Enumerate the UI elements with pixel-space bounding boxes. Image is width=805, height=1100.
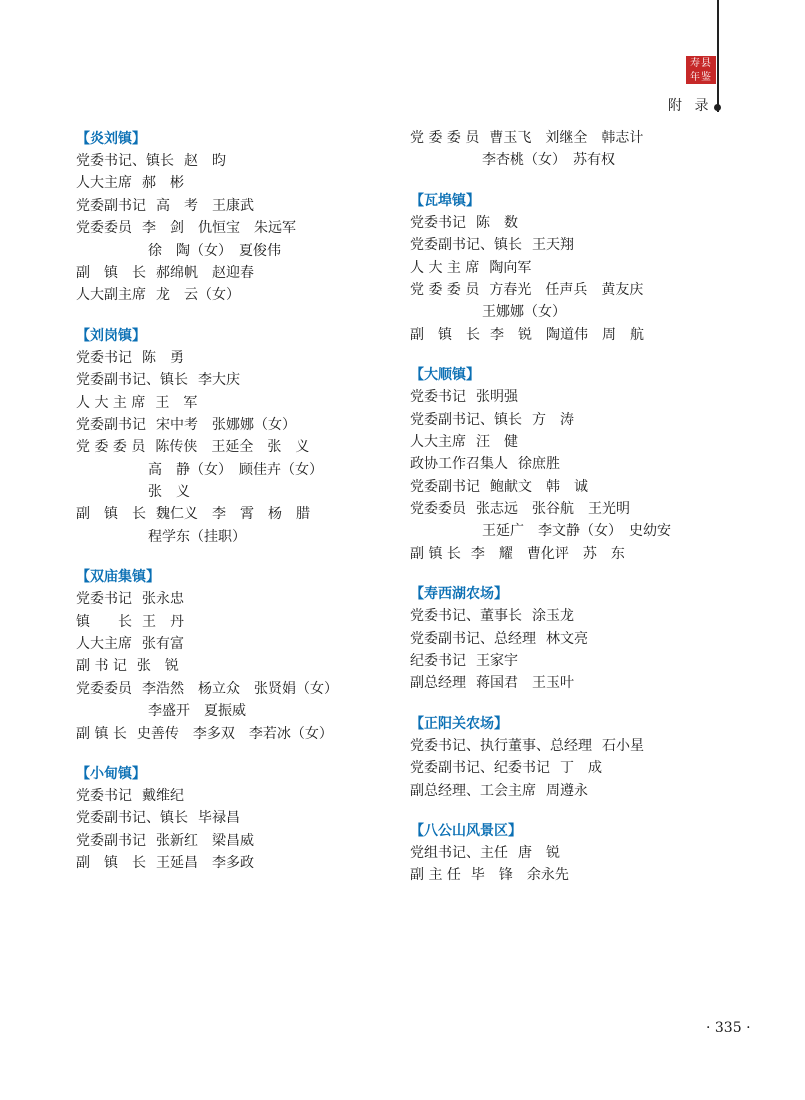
org-section — [410, 820, 740, 887]
person-names: 毕 锋 余永先 — [470, 867, 569, 884]
section-title: 【小甸镇】 — [76, 765, 146, 782]
person-names: 唐 锐 — [518, 844, 560, 861]
personnel-line — [76, 852, 406, 874]
person-names: 蒋国君 王玉叶 — [476, 675, 574, 692]
personnel-line — [76, 369, 406, 391]
org-section — [410, 364, 740, 565]
position-title: 党 委 委 员 — [410, 130, 480, 146]
person-names: 汪 健 — [476, 433, 518, 450]
position-title: 党委书记 — [410, 389, 466, 406]
org-section — [76, 325, 406, 549]
personnel-line — [410, 234, 740, 256]
personnel-line — [76, 678, 406, 700]
personnel-line — [410, 431, 740, 453]
personnel-line — [76, 217, 406, 239]
position-title: 人大副主席 — [76, 287, 146, 304]
personnel-line — [76, 284, 406, 306]
personnel-line — [76, 392, 406, 414]
person-names: 龙 云（女） — [156, 287, 240, 304]
position-title: 副 镇 长 — [76, 855, 146, 872]
position-title: 党委书记、董事长 — [410, 608, 522, 625]
position-title: 副 书 记 — [76, 658, 127, 675]
position-title: 副 镇 长 — [76, 506, 146, 523]
position-title: 党委副书记 — [76, 197, 146, 214]
personnel-line — [410, 257, 740, 279]
section-title: 【炎刘镇】 — [76, 131, 146, 147]
position-title: 纪委书记 — [410, 653, 466, 670]
org-section — [410, 190, 740, 346]
personnel-line — [76, 633, 406, 655]
section-title: 【正阳关农场】 — [410, 715, 508, 732]
section-title: 【八公山风景区】 — [410, 822, 522, 839]
position-title: 党委委员 — [410, 501, 466, 518]
person-names: 李 锐 陶道伟 周 航 — [490, 326, 644, 343]
personnel-line — [76, 503, 406, 525]
person-names: 鲍献文 韩 诚 — [490, 478, 588, 495]
position-title: 副总经理 — [410, 675, 466, 692]
personnel-line — [76, 723, 406, 745]
position-title: 人 大 主 席 — [76, 394, 146, 411]
person-names: 高 考 王康武 — [156, 197, 254, 214]
position-title: 党委副书记、镇长 — [76, 372, 188, 389]
person-names: 石小星 — [602, 737, 644, 754]
position-title: 党委书记 — [410, 214, 466, 231]
running-title: 附 录 — [668, 98, 713, 114]
position-title: 党委书记、执行董事、总经理 — [410, 737, 592, 754]
personnel-line — [410, 324, 740, 346]
org-section — [410, 583, 740, 695]
person-names: 陈 勇 — [142, 349, 184, 366]
person-names: 方 涛 — [532, 411, 574, 428]
personnel-line — [76, 655, 406, 677]
org-section — [76, 566, 406, 745]
continuation-line: 王延广 李文静（女） 史幼安 — [482, 523, 671, 540]
person-names: 史善传 李多双 李若冰（女） — [136, 725, 333, 742]
section-title: 【双庙集镇】 — [76, 569, 160, 586]
position-title: 副 镇 长 — [76, 725, 127, 742]
person-names: 宋中考 张娜娜（女） — [156, 416, 296, 433]
person-names: 毕禄昌 — [198, 810, 240, 827]
personnel-line — [410, 476, 740, 498]
personnel-line — [410, 409, 740, 431]
person-names: 丁 成 — [560, 760, 602, 777]
person-names: 徐庶胜 — [518, 456, 560, 473]
personnel-line — [410, 212, 740, 234]
personnel-line — [76, 347, 406, 369]
position-title: 党组书记、主任 — [410, 844, 508, 861]
personnel-line — [410, 386, 740, 408]
seal-text-1: 寿县 — [690, 57, 712, 69]
position-title: 人大主席 — [76, 175, 132, 192]
personnel-line — [410, 735, 740, 757]
personnel-line — [76, 830, 406, 852]
person-names: 郝 彬 — [142, 175, 184, 192]
personnel-line — [410, 543, 740, 565]
continuation-line: 李杏桃（女） 苏有权 — [482, 152, 615, 169]
person-names: 李大庆 — [198, 372, 240, 389]
org-section — [410, 127, 740, 172]
org-section — [76, 128, 406, 307]
continuation-line: 高 静（女） 顾佳卉（女） — [148, 461, 323, 478]
position-title: 党委书记 — [76, 787, 132, 804]
position-title: 党委委员 — [76, 680, 132, 697]
personnel-line — [410, 780, 740, 802]
org-section — [410, 713, 740, 802]
person-names: 陈传侠 王延全 张 义 — [155, 439, 310, 456]
personnel-line — [410, 605, 740, 627]
position-title: 党委书记 — [76, 591, 132, 608]
position-title: 人 大 主 席 — [410, 259, 480, 276]
section-title: 【瓦埠镇】 — [410, 192, 480, 209]
position-title: 镇 长 — [76, 613, 132, 630]
person-names: 李浩然 杨立众 张贤娟（女） — [142, 680, 338, 697]
personnel-line — [76, 588, 406, 610]
yearbook-seal-logo — [686, 56, 716, 84]
person-names: 郝绵帆 赵迎春 — [156, 264, 254, 281]
personnel-line — [76, 150, 406, 172]
person-names: 赵 昀 — [184, 153, 226, 169]
section-title: 【刘岗镇】 — [76, 327, 146, 344]
position-title: 党委副书记 — [76, 832, 146, 849]
person-names: 张 锐 — [136, 658, 179, 675]
personnel-line — [410, 127, 740, 149]
personnel-line — [76, 785, 406, 807]
personnel-line — [76, 436, 406, 458]
position-title: 副 镇 长 — [410, 326, 480, 343]
position-title: 党委副书记、镇长 — [410, 237, 522, 254]
position-title: 副总经理、工会主席 — [410, 782, 536, 799]
org-section — [76, 763, 406, 875]
position-title: 副 主 任 — [410, 867, 461, 884]
person-names: 张明强 — [476, 389, 518, 406]
continuation-line: 王娜娜（女） — [482, 304, 566, 321]
person-names: 李 耀 曹化评 苏 东 — [470, 545, 625, 562]
person-names: 戴维纪 — [142, 787, 184, 804]
personnel-line — [76, 262, 406, 284]
position-title: 政协工作召集人 — [410, 456, 508, 473]
right-column — [410, 127, 740, 905]
person-names: 王家宇 — [476, 653, 518, 670]
personnel-line — [410, 628, 740, 650]
personnel-line — [76, 172, 406, 194]
position-title: 副 镇 长 — [76, 264, 146, 281]
section-title: 【大顺镇】 — [410, 367, 480, 384]
person-names: 张新红 梁昌威 — [156, 832, 254, 849]
person-names: 王 军 — [155, 394, 198, 411]
personnel-line — [410, 453, 740, 475]
continuation-line: 程学东（挂职） — [148, 528, 246, 545]
position-title: 党委副书记、镇长 — [410, 411, 522, 428]
left-column — [76, 128, 406, 893]
person-names: 王天翔 — [532, 237, 574, 254]
person-names: 方春光 任声兵 黄友庆 — [489, 281, 644, 298]
continuation-line: 徐 陶（女） 夏俊伟 — [148, 242, 281, 259]
position-title: 党委副书记 — [76, 416, 146, 433]
position-title: 党 委 委 员 — [410, 281, 480, 298]
person-names: 张志远 张谷航 王光明 — [476, 501, 630, 518]
personnel-line — [410, 757, 740, 779]
position-title: 副 镇 长 — [410, 545, 461, 562]
section-title: 【寿西湖农场】 — [410, 586, 508, 603]
personnel-line — [76, 414, 406, 436]
person-names: 李 剑 仇恒宝 朱远军 — [142, 220, 296, 237]
header-vertical-rule — [717, 0, 719, 112]
person-names: 曹玉飞 刘继全 韩志计 — [489, 130, 644, 146]
continuation-line: 张 义 — [148, 484, 190, 501]
personnel-line — [410, 279, 740, 301]
position-title: 党委副书记 — [410, 478, 480, 495]
person-names: 涂玉龙 — [532, 608, 574, 625]
position-title: 人大主席 — [76, 636, 132, 653]
position-title: 人大主席 — [410, 433, 466, 450]
continuation-line: 李盛开 夏振威 — [148, 703, 246, 720]
page-number: · 335 · — [706, 1020, 751, 1036]
person-names: 周遵永 — [546, 782, 588, 799]
personnel-line — [410, 842, 740, 864]
person-names: 林文亮 — [546, 630, 588, 647]
position-title: 党委书记 — [76, 349, 132, 366]
position-title: 党委副书记、纪委书记 — [410, 760, 550, 777]
personnel-line — [410, 650, 740, 672]
person-names: 张永忠 — [142, 591, 184, 608]
person-names: 魏仁义 李 霄 杨 腊 — [156, 506, 310, 523]
personnel-line — [410, 864, 740, 886]
header-rule-dot — [714, 104, 721, 111]
personnel-line — [76, 807, 406, 829]
person-names: 陶向军 — [489, 259, 532, 276]
personnel-line — [76, 195, 406, 217]
position-title: 党委书记、镇长 — [76, 153, 174, 169]
person-names: 陈 数 — [476, 214, 518, 231]
seal-text-2: 年鉴 — [690, 71, 712, 83]
personnel-line — [76, 611, 406, 633]
position-title: 党 委 委 员 — [76, 439, 146, 456]
position-title: 党委副书记、镇长 — [76, 810, 188, 827]
personnel-line — [410, 498, 740, 520]
position-title: 党委委员 — [76, 220, 132, 237]
person-names: 王延昌 李多政 — [156, 855, 254, 872]
personnel-line — [410, 672, 740, 694]
position-title: 党委副书记、总经理 — [410, 630, 536, 647]
person-names: 张有富 — [142, 636, 184, 653]
person-names: 王 丹 — [142, 613, 184, 630]
